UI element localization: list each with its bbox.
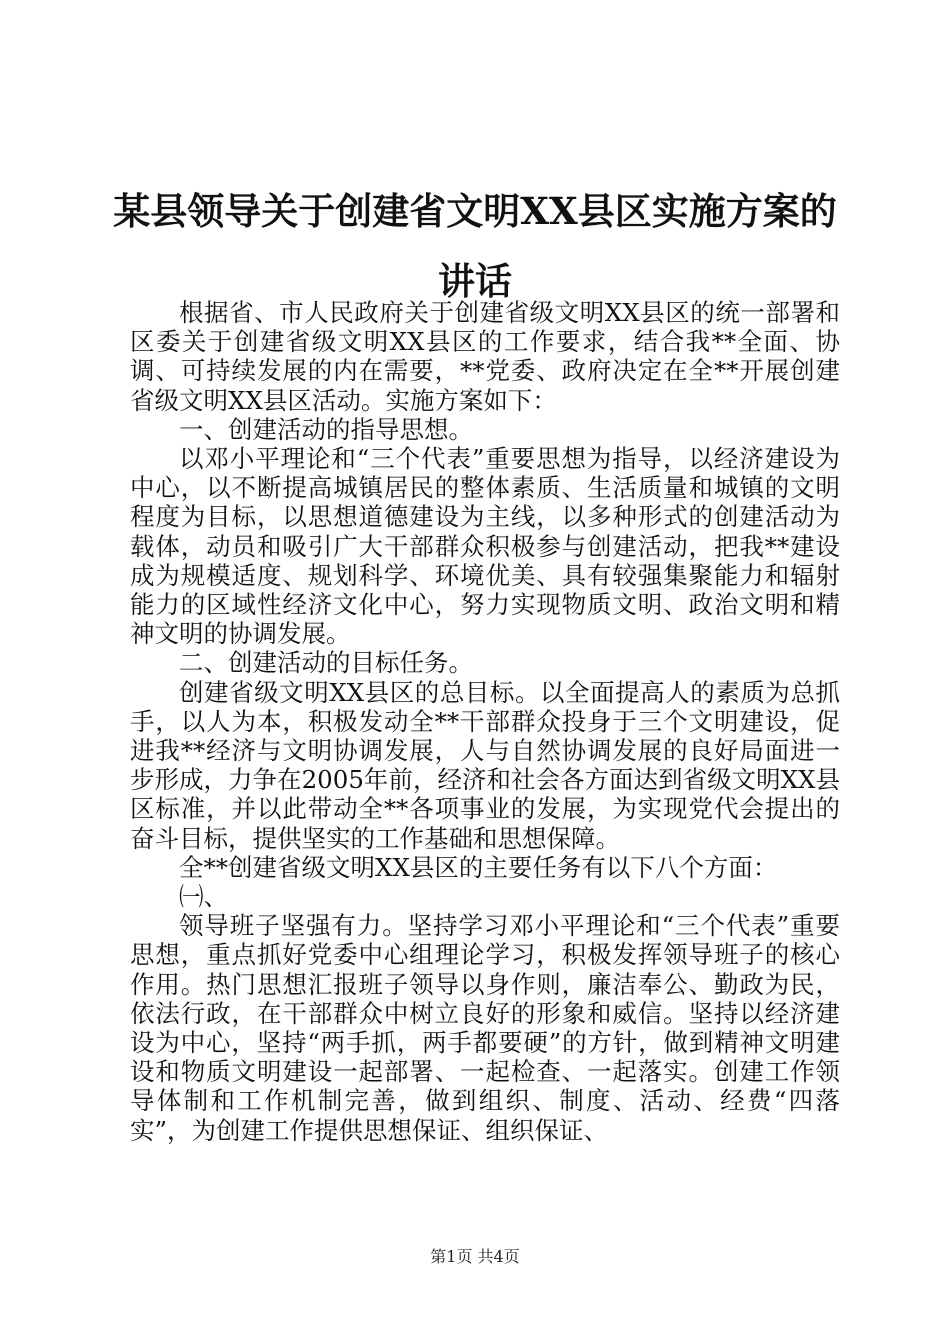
page-number-footer: 第1页 共4页 xyxy=(430,1247,520,1266)
list-marker-1: ㈠、 xyxy=(179,882,228,912)
title-line-1: 某县领导关于创建省文明XX县区实施方案的 xyxy=(113,189,837,233)
document-title xyxy=(100,176,850,316)
paragraph-intro: 根据省、市人民政府关于创建省级文明XX县区的统一部署和区委关于创建省级文明XX县区的工作要求，结合我**全面、协调、可持续发展的内在需要，**党委、政府决定在全**开展创建省级文明XX县区活动。实施方案如下： xyxy=(130,298,840,415)
document-body xyxy=(130,298,840,1145)
section-heading-1: 一、创建活动的指导思想。 xyxy=(179,414,473,444)
title-line-2: 讲话 xyxy=(438,259,512,303)
paragraph-main-tasks: 全**创建省级文明XX县区的主要任务有以下八个方面： xyxy=(179,852,778,882)
paragraph-guiding-thought: 以邓小平理论和“三个代表”重要思想为指导，以经济建设为中心，以不断提高城镇居民的整体素质、生活质量和城镇的文明程度为目标，以思想道德建设为主线，以多种形式的创建活动为载体，动员和吸引广大干部群众积极参与创建活动，把我**建设成为规模适度、规划科学、环境优美、具有较强集聚能力和辐射能力的区域性经济文化中心，努力实现物质文明、政治文明和精神文明的协调发展。 xyxy=(130,444,840,649)
paragraph-overall-goal: 创建省级文明XX县区的总目标。以全面提高人的素质为总抓手，以人为本，积极发动全**干部群众投身于三个文明建设，促进我**经济与文明协调发展，人与自然协调发展的良好局面进一步形成，力争在2005年前，经济和社会各方面达到省级文明XX县区标准，并以此带动全**各项事业的发展，为实现党代会提出的奋斗目标，提供坚实的工作基础和思想保障。 xyxy=(130,677,840,853)
section-heading-2: 二、创建活动的目标任务。 xyxy=(179,648,473,678)
paragraph-leadership: 领导班子坚强有力。坚持学习邓小平理论和“三个代表”重要思想，重点抓好党委中心组理论学习，积极发挥领导班子的核心作用。热门思想汇报班子领导以身作则，廉洁奉公、勤政为民，依法行政，在干部群众中树立良好的形象和威信。坚持以经济建设为中心，坚持“两手抓，两手都要硬”的方针，做到精神文明建设和物质文明建设一起部署、一起检查、一起落实。创建工作领导体制和工作机制完善，做到组织、制度、活动、经费“四落实”，为创建工作提供思想保证、组织保证、 xyxy=(130,911,840,1145)
